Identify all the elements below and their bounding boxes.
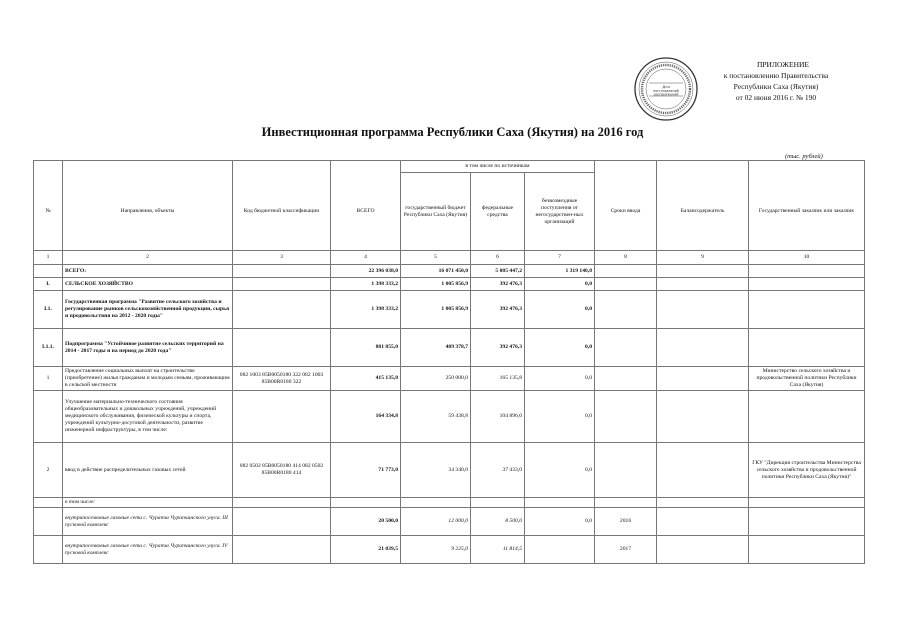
header-holder: Балансодержатель <box>657 173 749 251</box>
cell-total: 1 398 333,2 <box>331 278 401 291</box>
cell-num: 2 <box>34 443 63 498</box>
table-row <box>34 508 865 536</box>
column-number: 10 <box>749 251 865 265</box>
cell-federal: 392 476,3 <box>471 278 525 291</box>
cell-holder <box>657 443 749 498</box>
header-customer: Государственный заказчик или заказчик <box>749 173 865 251</box>
cell-code <box>233 291 331 329</box>
cell-total: 1 398 333,2 <box>331 291 401 329</box>
cell-holder <box>657 498 749 508</box>
appendix-block <box>706 59 846 103</box>
cell-state-budget: 9 225,0 <box>401 536 471 564</box>
cell-gratuitous <box>525 498 595 508</box>
cell-term <box>595 291 657 329</box>
header-gratuitous: безвозмездные поступления от негосударствен-ных организаций <box>525 173 595 251</box>
cell-code: 082 0502 85В0050180 414 082 0502 85В00R0180 414 <box>233 443 331 498</box>
cell-gratuitous: 0,0 <box>525 291 595 329</box>
cell-total <box>331 498 401 508</box>
cell-state-budget: 16 071 450,0 <box>401 265 471 278</box>
cell-holder <box>657 278 749 291</box>
cell-federal: 11 814,5 <box>471 536 525 564</box>
cell-federal: 37 433,0 <box>471 443 525 498</box>
cell-gratuitous: 0,0 <box>525 329 595 367</box>
cell-num <box>34 536 63 564</box>
cell-num: I.1.1. <box>34 329 63 367</box>
table-row <box>34 329 865 367</box>
cell-num: 1 <box>34 367 63 391</box>
svg-text:постановлений: постановлений <box>653 89 679 93</box>
cell-total: 415 135,8 <box>331 367 401 391</box>
cell-gratuitous: 1 319 140,8 <box>525 265 595 278</box>
cell-customer: Министерство сельского хозяйства и продовольственной политики Республики Саха (Якутия) <box>749 367 865 391</box>
cell-holder <box>657 291 749 329</box>
cell-num: I. <box>34 278 63 291</box>
cell-holder <box>657 329 749 367</box>
table-row <box>34 443 865 498</box>
table-row <box>34 367 865 391</box>
cell-name: Улучшение материально-технического состояния общеобразовательных и дошкольных учреждений, учреждений медицинского обслуживания, физической культуры и спорта, учреждений культурно-досуговой деятельности, развитие инженерной инфраструктуры, в том числе: <box>63 391 233 443</box>
column-number: 4 <box>331 251 401 265</box>
svg-text:Для: Для <box>662 85 670 89</box>
cell-num: I.1. <box>34 291 63 329</box>
cell-code: 082 1003 85В0050180 322 082 1003 85В00R0180 322 <box>233 367 331 391</box>
cell-name: внутрипоселковые газовые сети с. Чурапча Чурапчинского улуса. IV пусковой комплекс <box>63 536 233 564</box>
cell-gratuitous: 0,0 <box>525 391 595 443</box>
cell-name: Подпрограмма "Устойчивое развитие сельских территорий на 2014 - 2017 годы и на период до 2020 года" <box>63 329 233 367</box>
cell-name: ввод в действие распределительных газовых сетей <box>63 443 233 498</box>
cell-code <box>233 265 331 278</box>
column-number: 3 <box>233 251 331 265</box>
cell-name: ВСЕГО: <box>63 265 233 278</box>
cell-term <box>595 391 657 443</box>
cell-state-budget: 250 000,0 <box>401 367 471 391</box>
table-row <box>34 265 865 278</box>
cell-state-budget: 489 378,7 <box>401 329 471 367</box>
cell-customer <box>749 508 865 536</box>
cell-total: 22 396 038,0 <box>331 265 401 278</box>
cell-num <box>34 265 63 278</box>
investment-table <box>33 160 865 564</box>
cell-total: 881 855,0 <box>331 329 401 367</box>
cell-term <box>595 367 657 391</box>
cell-state-budget: 1 005 856,9 <box>401 278 471 291</box>
cell-num <box>34 498 63 508</box>
cell-term <box>595 265 657 278</box>
cell-holder <box>657 536 749 564</box>
cell-total: 164 334,8 <box>331 391 401 443</box>
cell-holder <box>657 508 749 536</box>
cell-total: 21 039,5 <box>331 536 401 564</box>
cell-federal: 8 500,0 <box>471 508 525 536</box>
column-number: 7 <box>525 251 595 265</box>
cell-federal: 5 005 447,2 <box>471 265 525 278</box>
cell-code <box>233 536 331 564</box>
header-federal: федеральные средства <box>471 173 525 251</box>
cell-code <box>233 498 331 508</box>
column-number: 8 <box>595 251 657 265</box>
cell-state-budget: 59 438,8 <box>401 391 471 443</box>
column-number: 9 <box>657 251 749 265</box>
header-terms: Сроки ввода <box>595 173 657 251</box>
cell-total: 71 773,0 <box>331 443 401 498</box>
table-row <box>34 278 865 291</box>
cell-federal: 165 135,8 <box>471 367 525 391</box>
header-code: Код бюджетной классификации <box>233 173 331 251</box>
cell-federal <box>471 498 525 508</box>
units-label: (тыс. рублей) <box>785 153 823 160</box>
cell-num <box>34 508 63 536</box>
cell-customer <box>749 391 865 443</box>
cell-gratuitous: 0,0 <box>525 508 595 536</box>
cell-term: 2017 <box>595 536 657 564</box>
cell-gratuitous: 0,0 <box>525 443 595 498</box>
appendix-line: к постановлению Правительства <box>723 71 829 80</box>
cell-term <box>595 278 657 291</box>
header-total: ВСЕГО <box>331 173 401 251</box>
cell-customer <box>749 536 865 564</box>
column-number: 2 <box>63 251 233 265</box>
cell-customer <box>749 329 865 367</box>
cell-name: Государственная программа "Развитие сельского хозяйства и регулирование рынков сельскохозяйственной продукции, сырья и продовольствия на 2012 - 2020 годы" <box>63 291 233 329</box>
cell-term <box>595 498 657 508</box>
cell-gratuitous: 0,0 <box>525 278 595 291</box>
official-seal <box>633 56 699 122</box>
svg-text:распоряжений: распоряжений <box>653 92 679 97</box>
cell-term: 2016 <box>595 508 657 536</box>
cell-total: 20 500,0 <box>331 508 401 536</box>
cell-state-budget: 12 000,0 <box>401 508 471 536</box>
cell-holder <box>657 265 749 278</box>
cell-customer <box>749 498 865 508</box>
cell-customer <box>749 265 865 278</box>
column-number: 1 <box>34 251 63 265</box>
appendix-line: от 02 июня 2016 г. № 190 <box>735 93 817 102</box>
cell-state-budget: 34 340,0 <box>401 443 471 498</box>
cell-code <box>233 278 331 291</box>
table-row <box>34 498 865 508</box>
cell-name: Предоставление социальных выплат на строительство (приобретение) жилья гражданам и молодым семьям, проживающим в сельской местности <box>63 367 233 391</box>
cell-state-budget <box>401 498 471 508</box>
appendix-title: ПРИЛОЖЕНИЕ <box>756 60 810 69</box>
cell-code <box>233 508 331 536</box>
column-number: 6 <box>471 251 525 265</box>
cell-state-budget: 1 005 856,9 <box>401 291 471 329</box>
cell-federal: 392 476,3 <box>471 291 525 329</box>
cell-holder <box>657 367 749 391</box>
cell-holder <box>657 391 749 443</box>
cell-gratuitous: 0,0 <box>525 367 595 391</box>
cell-name: СЕЛЬСКОЕ ХОЗЯЙСТВО <box>63 278 233 291</box>
table-row <box>34 291 865 329</box>
column-number: 5 <box>401 251 471 265</box>
table-row <box>34 536 865 564</box>
cell-customer <box>749 278 865 291</box>
page-title: Инвестиционная программа Республики Саха (Якутия) на 2016 год <box>261 125 644 139</box>
header-num: № <box>34 173 63 251</box>
cell-term <box>595 443 657 498</box>
cell-code <box>233 391 331 443</box>
header-sources-group: в том числе по источникам <box>401 161 595 173</box>
cell-num <box>34 391 63 443</box>
cell-federal: 392 476,3 <box>471 329 525 367</box>
cell-code <box>233 329 331 367</box>
header-state-budget: государственный бюджет Республики Саха (Якутия) <box>401 173 471 251</box>
cell-customer <box>749 291 865 329</box>
cell-customer: ГКУ "Дирекция строительства Министерства сельского хозяйства и продовольственной политики Республики Саха (Якутия)" <box>749 443 865 498</box>
cell-gratuitous <box>525 536 595 564</box>
cell-name: в том числе: <box>63 498 233 508</box>
cell-term <box>595 329 657 367</box>
table-row <box>34 391 865 443</box>
cell-name: внутрипоселковые газовые сети с. Чурапча Чурапчинского улуса. III пусковой комплекс <box>63 508 233 536</box>
header-direction: Направления, объекты <box>63 173 233 251</box>
appendix-line: Республики Саха (Якутия) <box>733 82 819 91</box>
cell-federal: 104 896,0 <box>471 391 525 443</box>
